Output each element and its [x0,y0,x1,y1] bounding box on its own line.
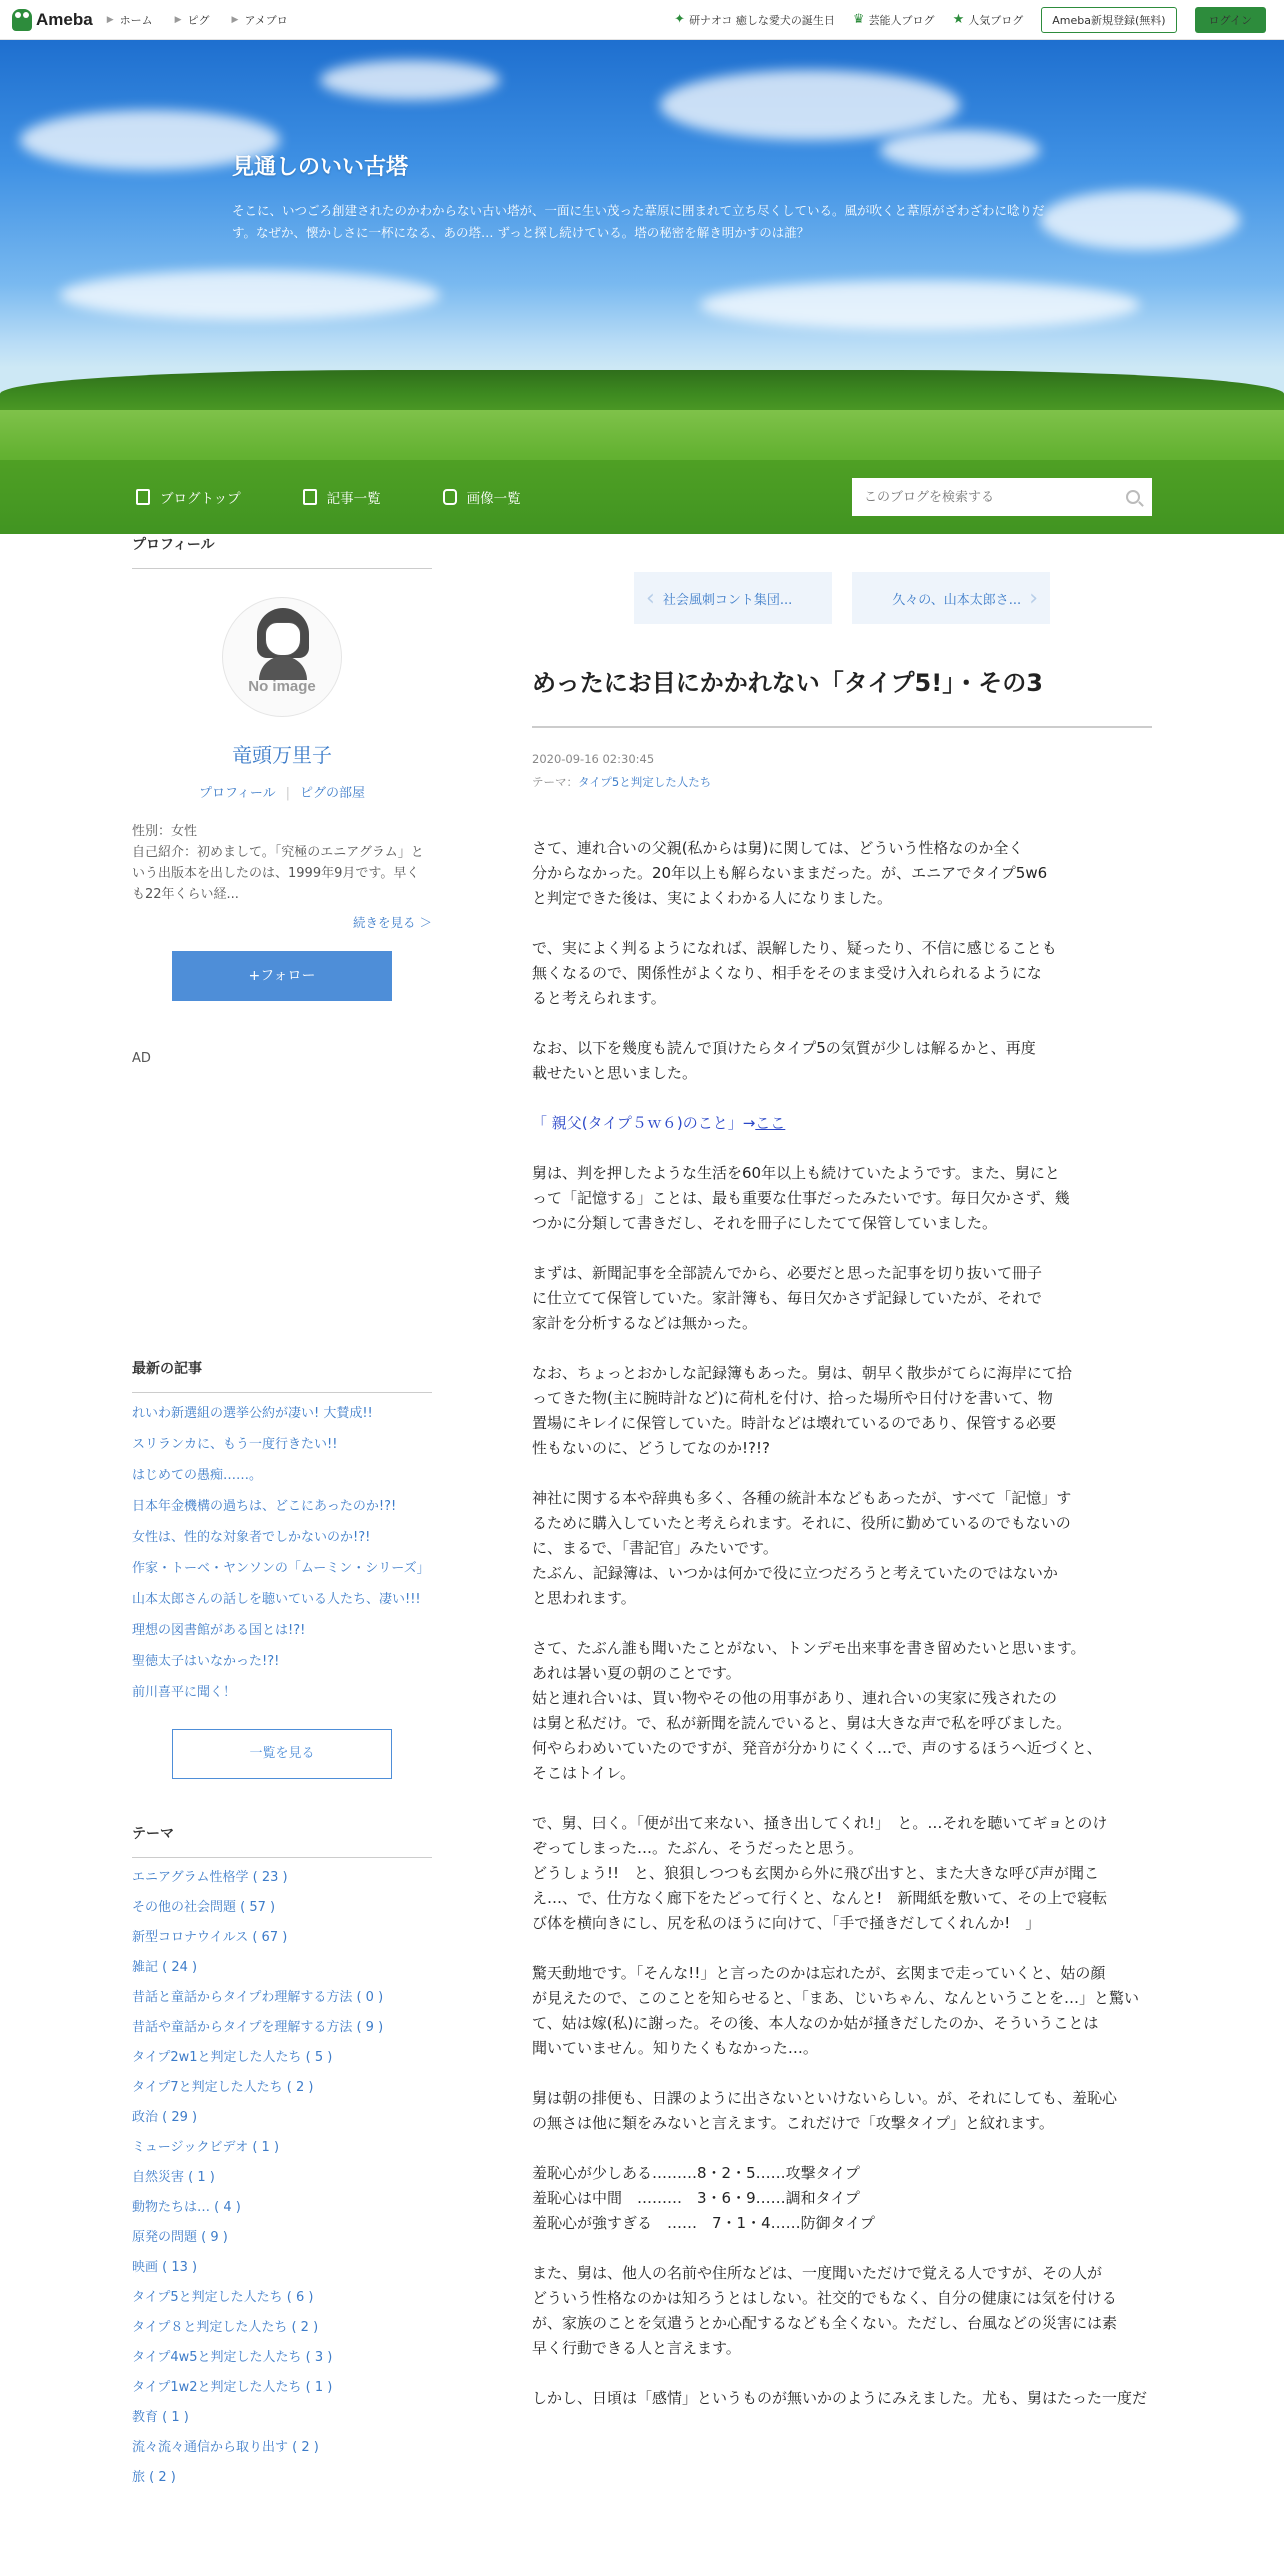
sidebar [132,534,432,2488]
entry-date: 2020-09-16 02:30:45 [532,752,655,766]
entry-theme-prefix: テーマ： [532,775,578,789]
search-icon[interactable] [1126,490,1140,504]
caret-right-icon: ▶ [106,14,114,25]
profile-heading: プロフィール [132,534,432,569]
sparkle-icon: ✦ [674,12,686,27]
paragraph: 舅は、判を押したような生活を60年以上も続けていたようです。また、舅にと って「記憶する」ことは、最も重要な仕事だったみたいです。毎日欠かさず、幾 つかに分類して書きだし、それを冊子にしたてて保管していました。 [532,1164,1070,1232]
pigg-room-link[interactable]: ピグの部屋 [300,786,366,801]
blog-top-link[interactable]: ブログトップ [136,487,241,507]
latest-item[interactable]: 日本年金機構の過ちは、どこにあったのか!?! [132,1499,397,1514]
latest-articles [132,1358,432,1779]
latest-item[interactable]: 前川喜平に聞く！ [132,1685,237,1700]
popular-blog-link[interactable]: ★ 人気ブログ [952,12,1024,27]
grass-field [0,410,1284,460]
global-nav [107,12,310,28]
entry-theme-link[interactable]: タイプ5と判定した人たち [578,775,712,789]
copy-icon [303,489,317,505]
theme-item[interactable]: エニアグラム性格学 ( 23 ) [132,1870,288,1885]
paragraph: なお、ちょっとおかしな記録簿もあった。舅は、朝早く散歩がてらに海岸にて拾 ってきた物(主に腕時計など)に荷札を付け、拾った場所や日付けを書いて、物 置場にキレイに保管していた。時計などは壊れているのであり、保管する必要 性もないのに、どうしてなのか!?!? [532,1364,1072,1457]
avatar-face [265,622,301,656]
cloud [700,280,1140,330]
ad-label: AD [132,1051,151,1066]
nav-home[interactable]: ▶ ホーム [106,13,153,27]
latest-heading: 最新の記事 [132,1358,432,1393]
trending-link[interactable]: ✦ 研ナオコ 癒しな愛犬の誕生日 [674,12,835,27]
profile-links [132,782,432,801]
theme-item[interactable]: 雑記 ( 24 ) [132,1960,198,1975]
blog-description: そこに、いつごろ創建されたのかわからない古い塔が、一面に生い茂った葦原に囲まれて立ち尽くしている。風が吹くと葦原がざわざわに唸りだす。なぜか、懐かしさに一杯になる、あの塔… ずっと探し続けている。塔の秘密を解き明かすのは誰？ [232,203,1045,240]
themes-list [132,1868,432,2488]
nav-pigg[interactable]: ▶ ピグ [174,13,210,27]
theme-item[interactable]: タイプ5と判定した人たち ( 6 ) [132,2290,314,2305]
avatar-body [259,656,307,680]
main-content [532,534,1152,2436]
chevron-right-icon: › [1029,585,1038,611]
cloud [320,60,500,100]
theme-item[interactable]: 新型コロナウイルス ( 67 ) [132,1930,288,1945]
latest-item[interactable]: スリランカに、もう一度行きたい!! [132,1437,338,1452]
paragraph: で、舅、曰く。「便が出て来ない、掻き出してくれ!」 と。…それを聴いてギョとのけ ぞってしまった…。たぶん、そうだったと思う。 どうしょう!! と、狼狽しつつも玄関から外に飛び出すと、また大きな呼び声が聞こ え…、で、仕方なく廊下をたどって行くと、なんと! 新聞紙を敷いて、その上で寝転 び体を横向きにし、尻を私のほうに向けて、「手で掻きだしてくれんか! 」 [532,1814,1108,1932]
entry-theme [532,774,1152,790]
entry-pager [532,572,1152,624]
no-image-label: No image [248,678,316,695]
chevron-left-icon: ‹ [646,585,655,611]
theme-item[interactable]: タイプ８と判定した人たち ( 2 ) [132,2320,319,2335]
latest-item[interactable]: 山本太郎さんの話しを聴いている人たち、凄い!!! [132,1592,421,1607]
theme-item[interactable]: ミュージックビデオ ( 1 ) [132,2140,280,2155]
themes-section [132,1823,432,2488]
paragraph: で、実によく判るようになれば、誤解したり、疑ったり、不信に感じることも 無くなるので、関係性がよくなり、相手をそのまま受け入れられるようにな ると考えられます。 [532,939,1057,1007]
profile-more-link[interactable]: 続きを見る ＞ [353,915,432,930]
latest-item[interactable]: 理想の図書館がある国とは!?! [132,1623,306,1638]
related-link-here[interactable]: ここ [755,1114,786,1132]
follow-button[interactable]: +フォロー [172,951,392,1001]
avatar[interactable] [222,597,342,717]
paragraph: まずは、新聞記事を全部読んでから、必要だと思った記事を切り抜いて冊子 に仕立てて保管していた。家計簿も、毎日欠かさず記録していたが、それで 家計を分析するなどは無かった。 [532,1264,1043,1332]
global-header [0,0,1284,40]
caret-right-icon: ▶ [231,14,239,25]
blog-search [852,478,1152,516]
paragraph: 驚天動地です。「そんな!!」と言ったのかは忘れたが、玄関まで走っていくと、姑の顔 が見えたので、このことを知らせると、「まあ、じいちゃん、なんということを…」と驚い て、姑は嫁(私)に謝った。その後、本人なのか姑が掻きだしたのか、そういうことは 聞いていません。知りたくもなかった…。 [532,1964,1140,2057]
ameba-logo-text: Ameba [36,9,93,29]
theme-item[interactable]: 昔話や童話からタイプを理解する方法 ( 9 ) [132,2020,384,2035]
theme-item[interactable]: 動物たちは… ( 4 ) [132,2200,241,2215]
latest-item[interactable]: 聖徳太子はいなかった!?! [132,1654,280,1669]
latest-item[interactable]: れいわ新選組の選挙公約が凄い! 大賛成!! [132,1406,373,1421]
theme-item[interactable]: 旅 ( 2 ) [132,2470,176,2485]
theme-item[interactable]: 自然災害 ( 1 ) [132,2170,215,2185]
entry-body [532,836,1152,2411]
image-list-link[interactable]: 画像一覧 [443,487,521,507]
latest-item[interactable]: はじめての愚痴……。 [132,1468,263,1483]
theme-item[interactable]: タイプ4w5と判定した人たち ( 3 ) [132,2350,333,2365]
profile-info: 性別：女性 自己紹介：初めまして。「究極のエニアグラム」という出版本を出したのは、1999年9月です。早くも22年くらい経... [132,824,424,902]
latest-list [132,1404,432,1703]
nav-ameblo[interactable]: ▶ アメブロ [231,13,288,27]
document-icon [136,489,150,505]
profile-link[interactable]: プロフィール [198,786,276,801]
related-link-text: 「 親父(タイプ５ｗ６)のこと」→ [532,1114,756,1132]
entry-title: めったにお目にかかれない「タイプ5!」・その3 [532,666,1152,728]
theme-item[interactable]: 昔話と童話からタイプわ理解する方法 ( 0 ) [132,1990,384,2005]
theme-item[interactable]: 原発の問題 ( 9 ) [132,2230,228,2245]
blog-nav [0,460,1284,534]
paragraph: なお、以下を幾度も読んで頂けたらタイプ5の気質が少しは解るかと、再度 載せたいと思いました。 [532,1039,1036,1082]
header-right-links [674,7,1284,33]
paragraph: 舅は朝の排便も、日課のように出さないといけないらしい。が、それにしても、羞恥心 の無さは他に類をみないと言えます。これだけで「攻撃タイプ」と紋れます。 [532,2089,1118,2132]
crown-icon: ♛ [852,12,865,27]
theme-item[interactable]: タイプ1w2と判定した人たち ( 1 ) [132,2380,333,2395]
related-link-paragraph [532,1111,1152,1136]
paragraph: さて、たぶん誰も聞いたことがない、トンデモ出来事を書き留めたいと思います。 あれは暑い夏の朝のことです。 姑と連れ合いは、買い物やその他の用事があり、連れ合いの実家に残されたの は舅と私だけ。で、私が新聞を読んでいると、舅は大きな声で私を呼びました。 何やらわめいていたのですが、発音が分かりにくく…で、声のするほうへ近づくと、 そこはトイレ。 [532,1639,1102,1782]
cloud [1040,190,1240,250]
latest-item[interactable]: 女性は、性的な対象者でしかないのか!?! [132,1530,371,1545]
blog-header [0,40,1284,460]
paragraph: さて、連れ合いの父親(私からは舅)に関しては、どういう性格なのか全く 分からなかった。20年以上も解らないままだった。が、エニアでタイプ5w6 と判定できた後は、実によくわかる人になりました。 [532,839,1048,907]
blog-title[interactable]: 見通しのいい古塔 [232,155,409,180]
theme-item[interactable]: その他の社会問題 ( 57 ) [132,1900,276,1915]
prev-entry-link[interactable]: ‹ 社会風刺コント集団... [634,572,832,624]
register-button[interactable]: Ameba新規登録(無料) [1041,7,1176,33]
latest-item[interactable]: 作家・トーベ・ヤンソンの「ムーミン・シリーズ」 [132,1561,430,1576]
blog-search-input[interactable] [864,490,1126,505]
article-list-link[interactable]: 記事一覧 [303,487,381,507]
ameba-logo[interactable] [12,9,93,31]
divider: | [285,786,291,801]
caret-right-icon: ▶ [174,14,182,25]
ameba-frog-icon [12,9,32,31]
cloud [660,70,960,140]
celebrity-blog-link[interactable]: ♛ 芸能人ブログ [852,12,935,27]
theme-item[interactable]: 流々流々通信から取り出す ( 2 ) [132,2440,319,2455]
paragraph: 羞恥心が少しある………8・2・5……攻撃タイプ 羞恥心は中間 ……… 3・6・9……調和タイプ 羞恥心が強すぎる …… 7・1・4……防御タイプ [532,2164,875,2232]
cloud [60,270,440,320]
paragraph: また、舅は、他人の名前や住所などは、一度聞いただけで覚える人ですが、その人が どういう性格なのかは知ろうとはしない。社交的でもなく、自分の健康には気を付ける が、家族のことを気遣うとか心配するなども全くない。ただし、台風などの災害には素 早く行動できる人と言えます。 [532,2264,1118,2357]
see-all-button[interactable]: 一覧を見る [172,1729,392,1779]
theme-item[interactable]: タイプ2w1と判定した人たち ( 5 ) [132,2050,333,2065]
theme-item[interactable]: 教育 ( 1 ) [132,2410,189,2425]
cloud [880,130,1040,170]
star-icon: ★ [952,12,965,27]
next-entry-link[interactable]: 久々の、山本太郎さ... › [852,572,1050,624]
camera-icon [443,489,457,505]
login-button[interactable]: ログイン [1195,7,1266,33]
profile-name[interactable]: 竜頭万里子 [232,743,332,767]
themes-heading: テーマ [132,1823,432,1858]
paragraph: 神社に関する本や辞典も多く、各種の統計本などもあったが、すべて「記憶」す るために購入していたと考えられます。それに、役所に勤めているのでもないの に、まるで、「書記官」みたいです。 たぶん、記録簿は、いつかは何かで役に立つだろうと考えていたのではないか と思われます。 [532,1489,1072,1607]
theme-item[interactable]: タイプ7と判定した人たち ( 2 ) [132,2080,314,2095]
theme-item[interactable]: 映画 ( 13 ) [132,2260,198,2275]
theme-item[interactable]: 政治 ( 29 ) [132,2110,198,2125]
paragraph: しかし、日頃は「感情」というものが無いかのようにみえました。尤も、舅はたった一度だ [532,2389,1148,2407]
